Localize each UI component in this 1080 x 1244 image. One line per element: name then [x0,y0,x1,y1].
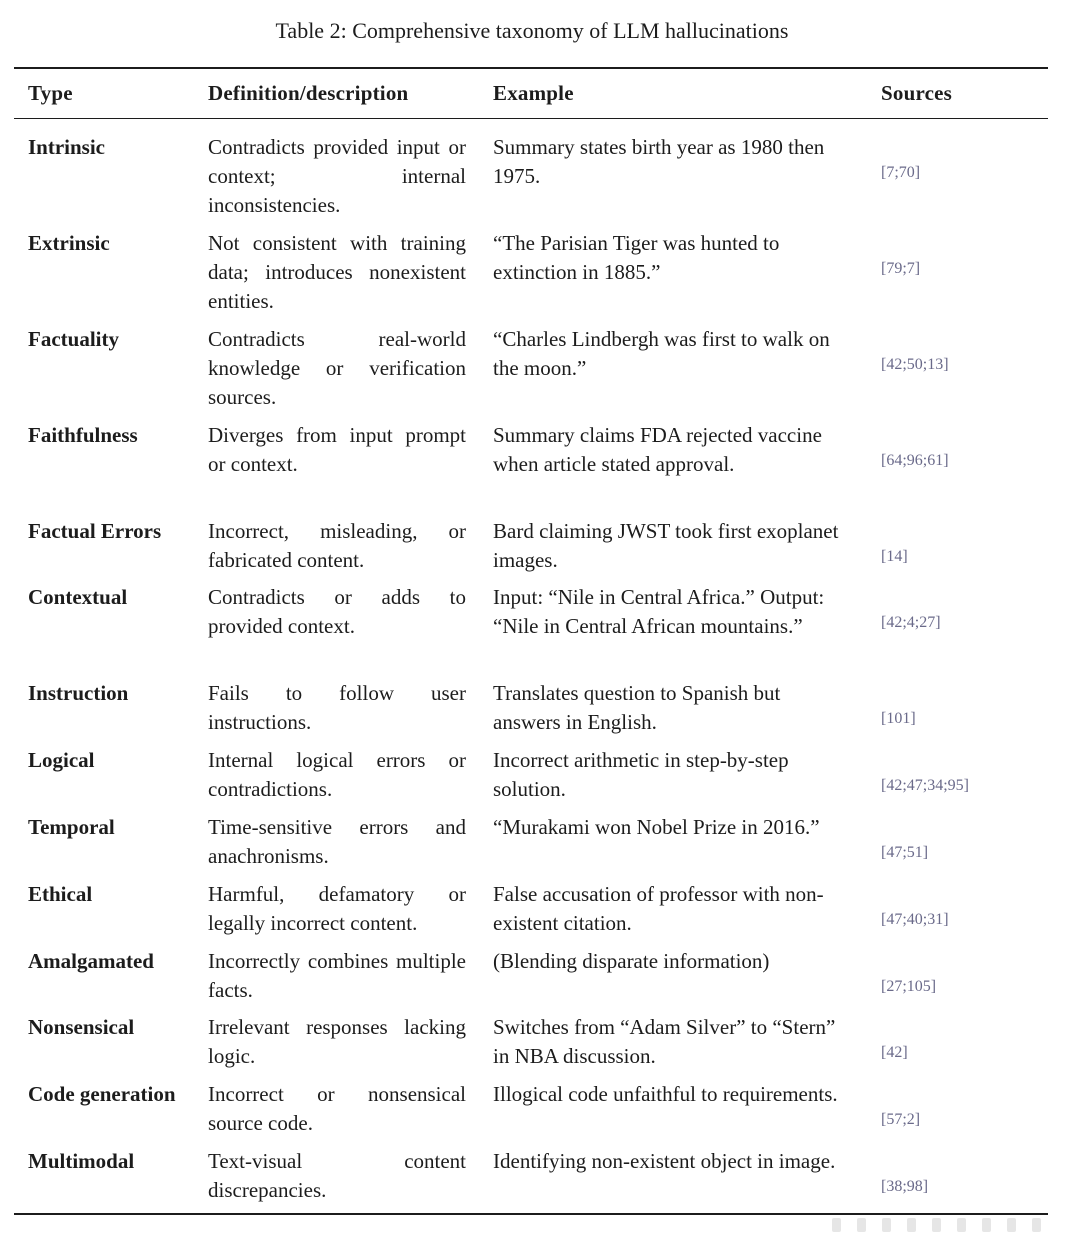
type-cell: Factual Errors [28,519,162,543]
sources-cell: [47;40;31] [881,911,949,928]
definition-cell: Contradicts or adds to provided context. [208,585,466,638]
type-cell: Amalgamated [28,949,154,973]
definition-cell: Time-sensitive errors and anachronisms. [208,815,466,868]
example-cell: Incorrect arithmetic in step-by-step solution. [493,748,789,801]
definition-cell: Incorrect or nonsensical source code. [208,1082,466,1135]
watermark-mark [932,1218,941,1232]
definition-cell: Text-visual content discrepancies. [208,1149,466,1202]
example-cell: Illogical code unfaithful to requirements. [493,1082,838,1106]
sources-cell: [79;7] [881,260,921,277]
type-cell: Ethical [28,882,93,906]
type-cell: Contextual [28,585,128,609]
header-definition: Definition/description [208,81,409,105]
definition-cell: Fails to follow user instructions. [208,681,466,734]
example-cell: (Blending disparate information) [493,949,770,973]
definition-cell: Harmful, defamatory or legally incorrect content. [208,882,466,935]
example-cell: Summary states birth year as 1980 then 1975. [493,135,825,188]
watermark-mark [1007,1218,1016,1232]
type-cell: Faithfulness [28,423,138,447]
type-cell: Temporal [28,815,115,839]
bottom-rule [14,1213,1048,1215]
sources-cell: [42;47;34;95] [881,777,969,794]
example-cell: Input: “Nile in Central Africa.” Output: “Nile in Central African mountains.” [493,585,825,638]
sources-cell: [14] [881,548,908,565]
type-cell: Extrinsic [28,231,110,255]
type-cell: Code generation [28,1082,176,1106]
type-cell: Nonsensical [28,1015,135,1039]
watermark-mark [957,1218,966,1232]
type-cell: Intrinsic [28,135,106,159]
sources-cell: [38;98] [881,1178,929,1195]
example-cell: “Murakami won Nobel Prize in 2016.” [493,815,820,839]
example-cell: Bard claiming JWST took first exoplanet images. [493,519,839,572]
sources-cell: [47;51] [881,844,929,861]
watermark [832,1218,1041,1232]
table-caption: Table 2: Comprehensive taxonomy of LLM hallucinations [275,18,789,43]
header-example: Example [493,81,574,105]
sources-cell: [27;105] [881,978,937,995]
definition-cell: Internal logical errors or contradictions. [208,748,466,801]
sources-cell: [101] [881,710,916,727]
example-cell: Switches from “Adam Silver” to “Stern” in NBA discussion. [493,1015,836,1068]
header-rule [14,118,1048,119]
definition-cell: Contradicts real-world knowledge or verification sources. [208,327,466,409]
example-cell: Identifying non-existent object in image. [493,1149,836,1173]
example-cell: “The Parisian Tiger was hunted to extinction in 1885.” [493,231,780,284]
definition-cell: Not consistent with training data; introduces nonexistent entities. [208,231,466,313]
sources-cell: [42;4;27] [881,614,941,631]
definition-cell: Contradicts provided input or context; internal inconsistencies. [208,135,466,217]
definition-cell: Incorrect, misleading, or fabricated content. [208,519,466,572]
header-sources: Sources [881,81,953,105]
type-cell: Instruction [28,681,129,705]
top-rule [14,67,1048,69]
type-cell: Logical [28,748,95,772]
watermark-mark [882,1218,891,1232]
watermark-mark [1032,1218,1041,1232]
sources-cell: [42;50;13] [881,356,949,373]
sources-cell: [57;2] [881,1111,921,1128]
type-cell: Factuality [28,327,119,351]
definition-cell: Irrelevant responses lacking logic. [208,1015,466,1068]
sources-cell: [42] [881,1044,908,1061]
watermark-mark [857,1218,866,1232]
watermark-mark [907,1218,916,1232]
watermark-mark [982,1218,991,1232]
sources-cell: [7;70] [881,164,921,181]
example-cell: Summary claims FDA rejected vaccine when article stated approval. [493,423,822,476]
type-cell: Multimodal [28,1149,135,1173]
sources-cell: [64;96;61] [881,452,949,469]
example-cell: Translates question to Spanish but answers in English. [493,681,781,734]
header-type: Type [28,81,73,105]
definition-cell: Incorrectly combines multiple facts. [208,949,466,1002]
example-cell: False accusation of professor with non-existent citation. [493,882,824,935]
watermark-mark [832,1218,841,1232]
definition-cell: Diverges from input prompt or context. [208,423,466,476]
example-cell: “Charles Lindbergh was first to walk on the moon.” [493,327,830,380]
